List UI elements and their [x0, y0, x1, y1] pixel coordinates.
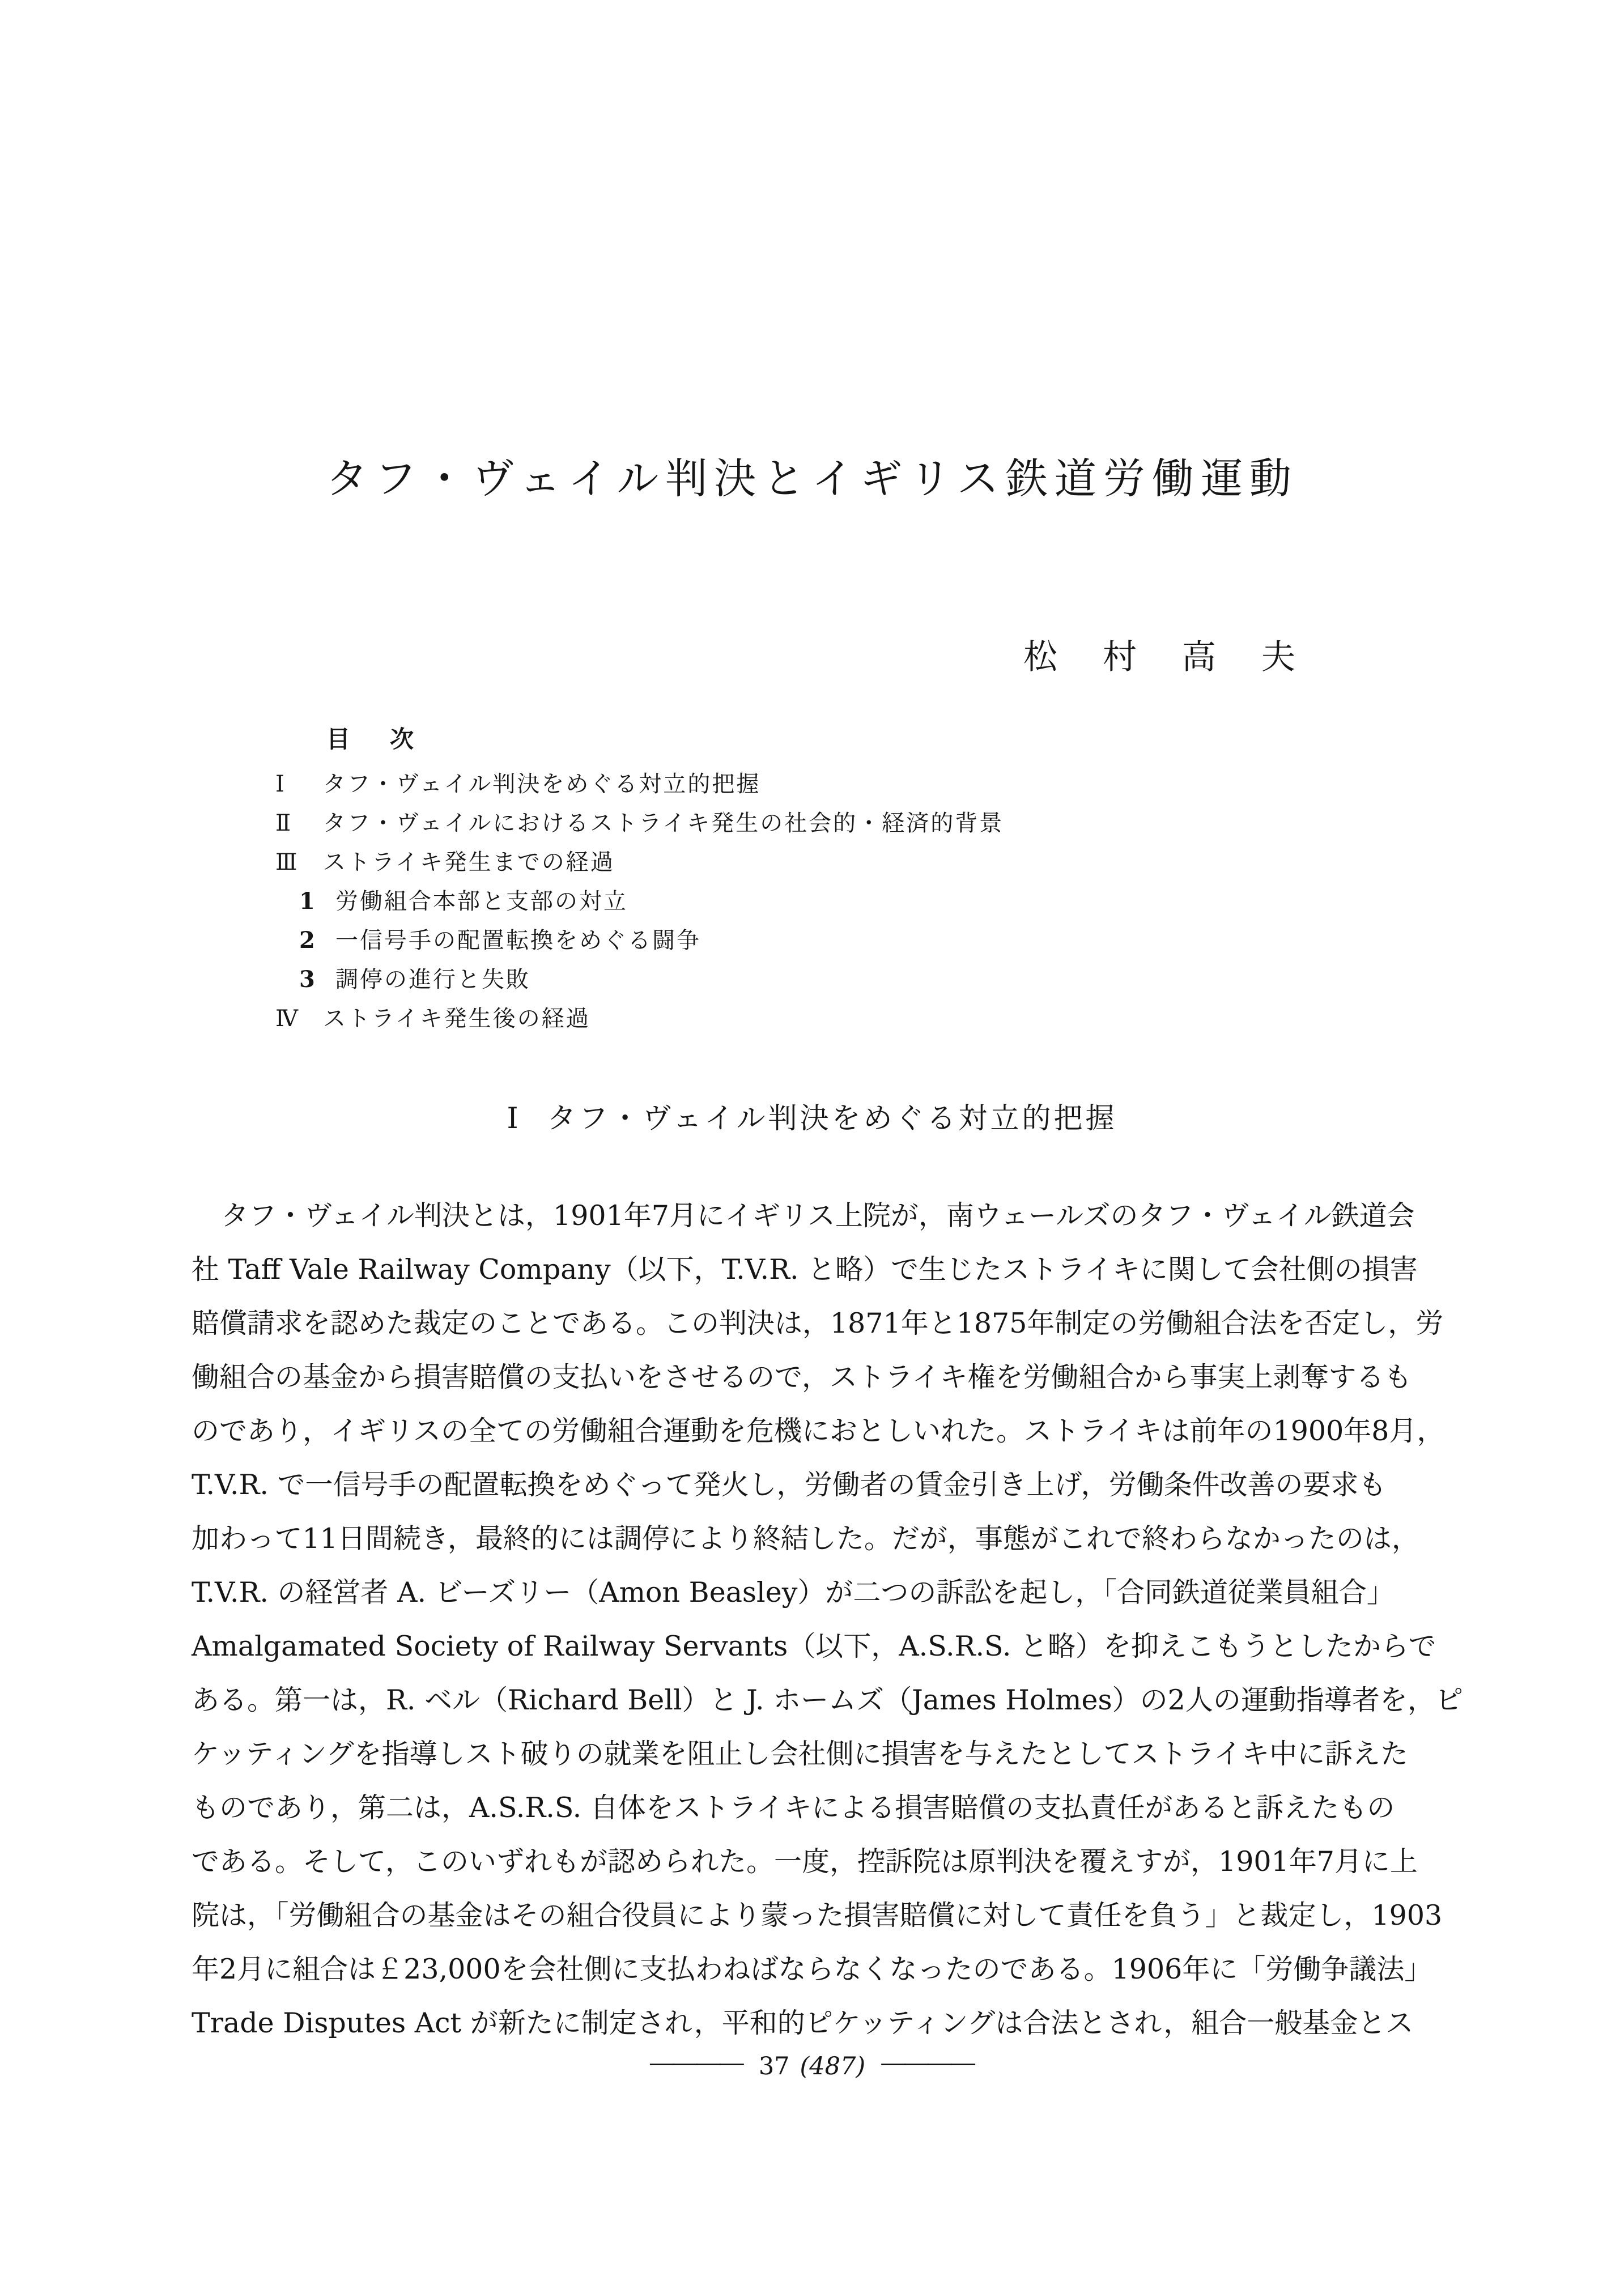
body-line: Amalgamated Society of Railway Servants（以下，A.S.R.S. と略）を抑えこもうとしたからで [192, 1630, 1436, 1662]
body-line: 加わって11日間続き，最終的には調停により終結した。だが，事態がこれで終わらなかったのは， [192, 1522, 1419, 1555]
body-line: T.V.R. で一信号手の配置転換をめぐって発火し，労働者の賃金引き上げ，労働条件改善の要求も [192, 1469, 1387, 1501]
body-line: 年2月に組合は￡23,000を会社側に支払わねばならなくなったのである。1906年に「労働争議法」 [192, 1953, 1432, 1985]
toc-heading: 目 次 [326, 725, 422, 753]
author-name: 松 村 高 夫 [1023, 637, 1301, 677]
body-line: ケッティングを指導しスト破りの就業を阻止し会社側に損害を与えたとしてストライキ中に訴えた [192, 1738, 1409, 1770]
page-footer [0, 2049, 1624, 2081]
toc-item-label: 一信号手の配置転換をめぐる闘争 [335, 928, 701, 954]
toc-item-1 [275, 766, 1004, 805]
body-line: 賠償請求を認めた裁定のことである。この判決は，1871年と1875年制定の労働組合法を否定し，労 [192, 1307, 1444, 1339]
body-line: 社 Taff Vale Railway Company（以下，T.V.R. と略）で生じたストライキに関して会社側の損害 [192, 1253, 1418, 1286]
toc-subitem-1 [275, 883, 1004, 922]
toc-item-number: 3 [299, 966, 315, 993]
body-line: T.V.R. の経営者 A. ビーズリー（Amon Beasley）が二つの訴訟を起し，「合同鉄道従業員組合」 [192, 1576, 1395, 1609]
body-line: タフ・ヴェイル判決とは，1901年7月にイギリス上院が，南ウェールズのタフ・ヴェイル鉄道会 [221, 1199, 1415, 1232]
toc-item-label: ストライキ発生までの経過 [323, 849, 615, 875]
toc-item-3 [275, 844, 1004, 883]
body-line: Trade Disputes Act が新たに制定され，平和的ピケッティングは合法とされ，組合一般基金とス [192, 2007, 1414, 2039]
body-line: 院は，「労働組合の基金はその組合役員により蒙った損害賠償に対して責任を負う」と裁定し，1903 [192, 1899, 1443, 1932]
toc-item-number: 1 [299, 888, 315, 914]
toc-item-label: 調停の進行と失敗 [335, 967, 530, 993]
toc-item-number: Ⅰ [275, 771, 284, 797]
toc-item-2 [275, 805, 1004, 844]
section-label: タフ・ヴェイル判決をめぐる対立的把握 [547, 1102, 1117, 1135]
section-number: Ⅰ [507, 1102, 521, 1135]
page-number: 37 [758, 2052, 790, 2081]
toc-item-label: タフ・ヴェイル判決をめぐる対立的把握 [323, 771, 761, 797]
body-line: ものであり，第二は，A.S.R.S. 自体をストライキによる損害賠償の支払責任があると訴えたもの [192, 1792, 1395, 1824]
section-heading [0, 1095, 1624, 1137]
body-line: ある。第一は，R. ベル（Richard Bell）と J. ホームズ（James Holmes）の2人の運動指導者を，ピ [192, 1684, 1463, 1716]
toc-item-number: Ⅳ [275, 1006, 298, 1032]
footer-citation: (487) [800, 2052, 866, 2081]
toc-item-4 [275, 1001, 1004, 1040]
body-line: のであり，イギリスの全ての労働組合運動を危機におとしいれた。ストライキは前年の1900年8月， [192, 1415, 1445, 1447]
toc-subitem-3 [275, 962, 1004, 1001]
body-line: である。そして，このいずれもが認められた。一度，控訴院は原判決を覆えすが，1901年7月に上 [192, 1845, 1418, 1878]
toc-subitem-2 [275, 922, 1004, 962]
page-title: タフ・ヴェイル判決とイギリス鉄道労働運動 [326, 454, 1298, 503]
toc-item-label: 労働組合本部と支部の対立 [335, 888, 628, 914]
toc-item-number: Ⅱ [275, 810, 291, 836]
footer-rule-right: ―――― [881, 2049, 975, 2077]
body-line: 働組合の基金から損害賠償の支払いをさせるので，ストライキ権を労働組合から事実上剥奪するも [192, 1361, 1412, 1393]
toc-item-number: 2 [299, 927, 315, 954]
body-text [192, 1189, 1463, 2050]
footer-rule-left: ―――― [649, 2049, 743, 2077]
toc-item-label: タフ・ヴェイルにおけるストライキ発生の社会的・経済的背景 [323, 810, 1004, 836]
toc-item-number: Ⅲ [275, 849, 297, 875]
toc-item-label: ストライキ発生後の経過 [323, 1006, 590, 1032]
table-of-contents [275, 766, 1004, 1040]
